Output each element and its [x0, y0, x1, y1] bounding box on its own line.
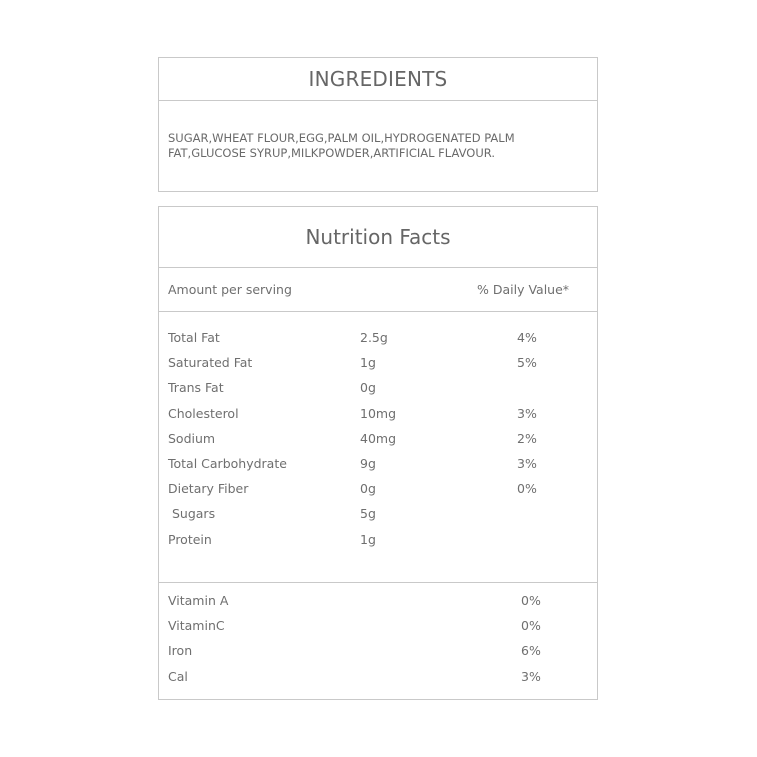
nutrient-amount: 5g — [360, 506, 376, 522]
daily-value-label: % Daily Value* — [477, 282, 570, 297]
nutrient-amount: 40mg — [360, 430, 397, 446]
nutrient-amount: 2.5g — [360, 330, 388, 345]
vitamin-daily-value: 0% — [521, 618, 541, 634]
nutrient-amount: 10mg — [360, 405, 397, 421]
vitamin-daily-value: 3% — [521, 668, 541, 684]
ingredients-title: INGREDIENTS — [159, 58, 597, 101]
nutrient-daily-value: 5% — [517, 355, 537, 371]
nutrient-row — [159, 431, 597, 456]
vitamin-row — [159, 643, 597, 668]
vitamin-row — [159, 669, 597, 694]
vitamin-daily-value: 6% — [521, 643, 541, 659]
nutrient-daily-value: 0% — [517, 481, 537, 497]
nutrient-list — [159, 312, 597, 583]
nutrition-facts-panel — [158, 206, 598, 700]
nutrient-name: Sugars — [168, 506, 216, 522]
nutrient-amount: 0g — [360, 380, 376, 396]
vitamin-name: VitaminC — [168, 618, 225, 634]
nutrient-row — [159, 506, 597, 531]
nutrient-row — [159, 481, 597, 506]
vitamin-name: Iron — [168, 643, 193, 659]
nutrient-name: Protein — [168, 531, 212, 547]
nutrient-daily-value: 3% — [517, 455, 537, 471]
vitamin-row — [159, 593, 597, 618]
nutrient-row — [159, 380, 597, 405]
nutrient-name: Total Fat — [168, 330, 220, 345]
nutrient-row — [159, 406, 597, 431]
nutrition-header — [159, 268, 597, 312]
nutrient-row — [159, 532, 597, 557]
nutrient-name: Cholesterol — [168, 405, 239, 421]
nutrient-daily-value: 4% — [517, 330, 537, 345]
nutrient-daily-value: 2% — [517, 430, 537, 446]
ingredients-panel — [158, 57, 598, 192]
nutrient-name: Saturated Fat — [168, 355, 253, 371]
nutrient-row — [159, 456, 597, 481]
nutrient-amount: 0g — [360, 481, 376, 497]
nutrient-name: Sodium — [168, 430, 216, 446]
amount-per-serving-label: Amount per serving — [168, 282, 292, 297]
ingredients-text: SUGAR,WHEAT FLOUR,EGG,PALM OIL,HYDROGENATED PALM FAT,GLUCOSE SYRUP,MILKPOWDER,ARTIFICIAL FLAVOUR. — [168, 131, 515, 160]
nutrition-title: Nutrition Facts — [159, 207, 597, 268]
nutrient-name: Trans Fat — [168, 380, 224, 396]
nutrient-amount: 1g — [360, 531, 376, 547]
nutrient-amount: 9g — [360, 455, 376, 471]
nutrient-amount: 1g — [360, 355, 376, 371]
nutrient-row — [159, 330, 597, 355]
nutrient-name: Total Carbohydrate — [168, 455, 287, 471]
vitamin-name: Vitamin A — [168, 593, 229, 608]
vitamin-name: Cal — [168, 668, 188, 684]
vitamin-list — [159, 583, 597, 694]
nutrient-row — [159, 355, 597, 380]
nutrient-daily-value: 3% — [517, 405, 537, 421]
nutrient-name: Dietary Fiber — [168, 481, 249, 497]
vitamin-row — [159, 618, 597, 643]
vitamin-daily-value: 0% — [521, 593, 541, 608]
